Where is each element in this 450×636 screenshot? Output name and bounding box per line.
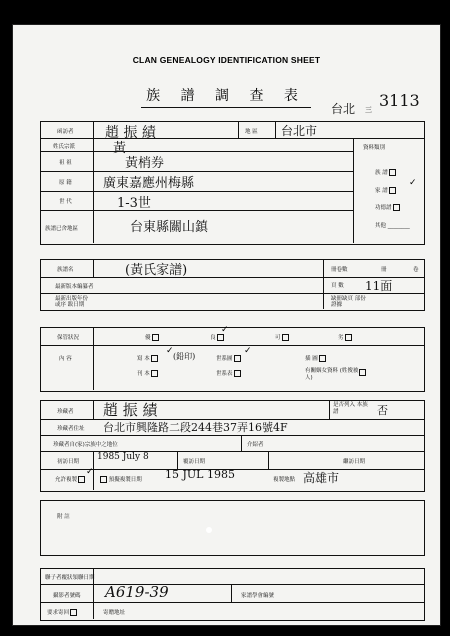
- return-label: 要求寄回: [47, 608, 77, 616]
- condition-excellent: 優: [145, 333, 159, 341]
- number-prefix: 三: [365, 106, 372, 114]
- residence-value: 台東縣關山鎮: [130, 220, 209, 235]
- category-gongdepu: 功德譜: [375, 203, 400, 211]
- lead-print-note: (鉛印): [173, 352, 196, 361]
- edition-year-label: 最新出版年份 或序 跋日期: [55, 296, 89, 308]
- manuscript-check-icon: ✓: [166, 346, 174, 356]
- title-underline: [141, 107, 311, 108]
- sheet-title: 族 譜 調 查 表: [146, 88, 306, 104]
- allow-copy-check-icon: ✓: [86, 467, 94, 477]
- volumes-unit2: 卷: [413, 267, 419, 273]
- ancestor-label: 祖 祖: [59, 160, 72, 166]
- category-jiapu: 家 譜: [375, 186, 396, 194]
- remarks-label: 附 註: [57, 514, 70, 520]
- latest-editor-label: 最新版本編纂者: [55, 284, 94, 290]
- revisit-label: 覆訪日期: [183, 459, 206, 465]
- reviewer-label: 聯子者覆狀領聯日期: [45, 575, 95, 581]
- region-value: 台北市: [281, 124, 318, 138]
- visit-date-value: 1985 July 8: [97, 452, 149, 462]
- content-label: 內 容: [59, 356, 72, 362]
- address-label: 珍藏者住址: [57, 426, 85, 432]
- section-remarks: [40, 500, 425, 556]
- condition-label: 保管狀況: [57, 335, 80, 341]
- genealogy-name-value: (黃氏家譜): [125, 263, 188, 278]
- residence-label: 族譜已舍地區: [45, 226, 79, 232]
- allow-copy-label: 允許複製: [55, 475, 85, 483]
- data-category-label: 資料類別: [363, 145, 386, 151]
- genealogy-name-label: 族譜名: [57, 267, 74, 273]
- content-marriage-info: 有關姻女資料 (姓俊被人): [305, 368, 359, 381]
- surname-label: 姓氏宗派: [53, 144, 76, 150]
- continue-label: 繼訪日期: [343, 459, 366, 465]
- category-other: 其他 ________: [375, 223, 410, 229]
- section-footer: [40, 568, 425, 621]
- section-basic-info: [40, 121, 425, 245]
- copy-place-value: 高雄市: [303, 471, 340, 485]
- ancestor-value: 黃梢券: [125, 156, 165, 171]
- lineage-label: 珍藏者自(家)宗族中之地位: [53, 442, 118, 448]
- interviewer-value: 趙 振 績: [105, 125, 156, 141]
- origin-label: 原 籍: [59, 180, 72, 186]
- good-check-icon: ✓: [221, 325, 229, 335]
- pages-label: 頁 數: [331, 283, 344, 289]
- volumes-label: 冊卷數: [331, 267, 348, 273]
- surname-value: 黃: [113, 141, 127, 156]
- marriage-info-checkbox: [358, 369, 366, 376]
- interviewer-label: 函訪者: [57, 129, 74, 135]
- sheet-header-english: CLAN GENEALOGY IDENTIFICATION SHEET: [132, 55, 321, 65]
- mail-label: 寄贈地址: [103, 610, 126, 616]
- pages-value: 11面: [365, 279, 393, 293]
- content-printed: 刊 本: [137, 369, 158, 377]
- volumes-unit1: 冊: [381, 267, 387, 273]
- content-lineage-table: 世系表: [216, 369, 241, 377]
- place-code: 台北: [331, 102, 356, 116]
- visit-date-label: 初訪日期: [57, 459, 80, 465]
- lend-value: 否: [377, 404, 388, 417]
- jiapu-check-icon: ✓: [409, 178, 417, 188]
- introducer-label: 介紹者: [247, 442, 264, 448]
- content-manuscript: 寫 本: [137, 354, 158, 362]
- genealogy-sheet: [12, 24, 441, 626]
- generation-label: 世 代: [59, 199, 72, 205]
- condition-fair: 可: [275, 333, 289, 341]
- holder-value: 趙 振 績: [103, 401, 158, 419]
- condition-good: 良: [210, 333, 224, 341]
- holder-label: 珍藏者: [57, 409, 74, 415]
- content-lineage-chart: 世系圖: [216, 354, 241, 362]
- copy-place-label: 複製地點: [273, 477, 296, 483]
- society-label: 家譜學會編號: [241, 593, 275, 599]
- film-label: 攝影者號碼: [53, 593, 81, 599]
- sheet-number: 3113: [379, 91, 420, 110]
- missing-label: 缺冊缺頁 部份證據: [331, 296, 366, 308]
- punch-hole: [206, 527, 212, 533]
- category-zupu: 族 譜: [375, 168, 396, 176]
- region-label: 地 區: [245, 129, 258, 135]
- lend-label: 是否列入 本族譜: [333, 402, 368, 415]
- address-value: 台北市興隆路二段244巷37弄16號4F: [103, 421, 288, 434]
- origin-value: 廣東嘉應州梅縣: [103, 176, 195, 191]
- generation-value: 1-3世: [117, 196, 151, 211]
- copy-date-value: 15 JUL 1985: [165, 468, 235, 481]
- content-illustration: 插 圖: [305, 354, 326, 362]
- copy-date-label: 預擬複製日期: [99, 475, 142, 483]
- condition-poor: 劣: [338, 333, 352, 341]
- lineage-chart-check-icon: ✓: [244, 346, 252, 356]
- film-number-value: A619-39: [105, 583, 169, 601]
